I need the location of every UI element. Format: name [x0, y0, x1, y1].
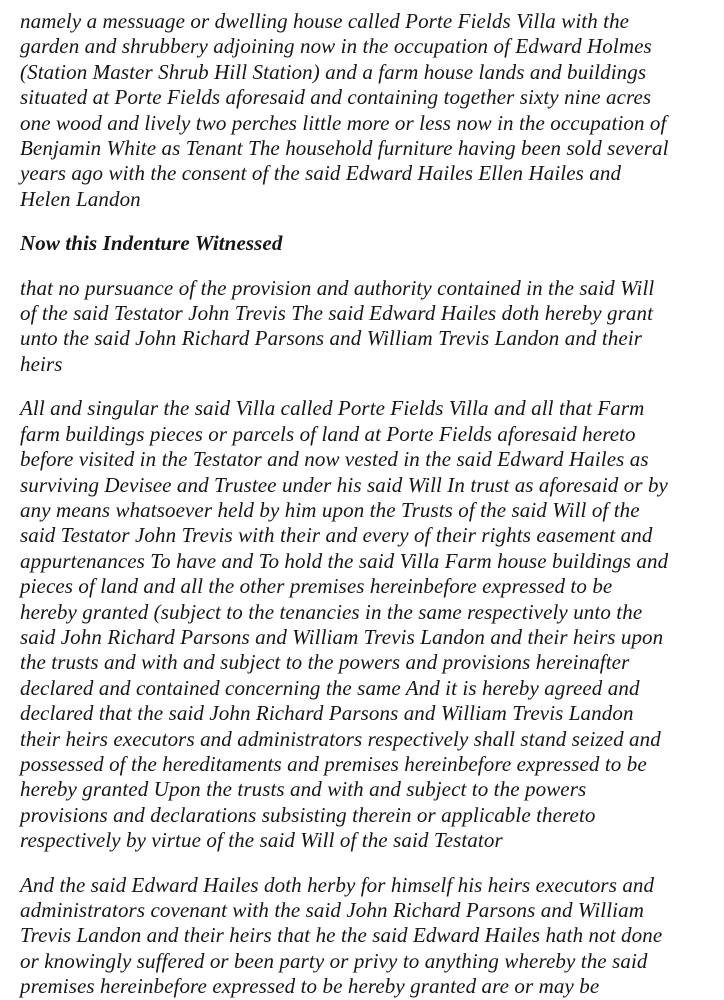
text-line: or knowingly suffered or been party or privy to anything whereby the said — [20, 948, 648, 973]
text-line: surviving Devisee and Trustee under his said Will In trust as aforesaid or by — [20, 472, 668, 497]
text-line: Now this Indenture Witnessed — [20, 231, 283, 256]
text-line: declared and contained concerning the same And it is hereby agreed and — [20, 675, 640, 700]
text-line: possessed of the hereditaments and premises hereinbefore expressed to be — [20, 751, 647, 776]
paragraph-grant — [20, 276, 706, 378]
text-line: that no pursuance of the provision and authority contained in the said Will — [20, 275, 655, 300]
text-line: declared that the said John Richard Parsons and William Trevis Landon — [20, 701, 634, 726]
text-line: their heirs executors and administrators respectively shall stand seized and — [20, 726, 661, 751]
document-body — [20, 9, 706, 1000]
text-line: hereby granted (subject to the tenancies in the same respectively unto the — [20, 599, 643, 624]
text-line: one wood and lively two perches little more or less now in the occupation of — [20, 110, 667, 135]
text-line: before visited in the Testator and now vested in the said Edward Hailes as — [20, 447, 649, 472]
text-line: administrators covenant with the said John Richard Parsons and William — [20, 898, 644, 922]
text-line: any means whatsoever held by him upon the Trusts of the said Will of the — [20, 497, 640, 522]
paragraph-covenant — [20, 873, 706, 1000]
text-line: All and singular the said Villa called Porte Fields Villa and all that Farm — [20, 396, 645, 421]
paragraph-recital — [20, 9, 706, 212]
text-line: farm buildings pieces or parcels of land at Porte Fields aforesaid hereto — [20, 421, 636, 446]
text-line: hereby granted Upon the trusts and with and subject to the powers — [20, 777, 587, 802]
text-line: appurtenances To have and To hold the said Villa Farm house buildings and — [20, 548, 669, 573]
text-line: heirs — [20, 351, 63, 376]
text-line: pieces of land and all the other premises hereinbefore expressed to be — [20, 574, 613, 599]
text-line: of the said Testator John Trevis The said Edward Hailes doth hereby grant — [20, 301, 654, 326]
text-line: Helen Landon — [20, 186, 141, 211]
text-line: garden and shrubbery adjoining now in the occupation of Edward Holmes — [20, 34, 652, 59]
text-line: said Testator John Trevis with their and every of their rights easement and — [20, 523, 653, 548]
text-line: said John Richard Parsons and William Trevis Landon and their heirs upon — [20, 624, 664, 649]
text-line: Trevis Landon and their heirs that he the said Edward Hailes hath not done — [20, 923, 663, 948]
section-heading-indenture-witnessed — [20, 231, 706, 256]
text-line: (Station Master Shrub Hill Station) and a farm house lands and buildings — [20, 59, 647, 84]
text-line: situated at Porte Fields aforesaid and containing together sixty nine acres — [20, 85, 652, 110]
paragraph-all-and-singular — [20, 396, 706, 853]
text-line: unto the said John Richard Parsons and William Trevis Landon and their — [20, 326, 643, 351]
text-line: the trusts and with and subject to the powers and provisions hereinafter — [20, 650, 630, 675]
text-line: premises hereinbefore expressed to be hereby granted are or may be — [20, 974, 600, 999]
text-line: years ago with the consent of the said Edward Hailes Ellen Hailes and — [20, 161, 622, 186]
text-line: And the said Edward Hailes doth herby for himself his heirs executors and — [20, 872, 655, 897]
text-line: respectively by virtue of the said Will of the said Testator — [20, 828, 503, 853]
text-line: namely a messuage or dwelling house called Porte Fields Villa with the — [20, 9, 630, 33]
text-line: Benjamin White as Tenant The household furniture having been sold several — [20, 136, 669, 161]
text-line: provisions and declarations subsisting therein or applicable thereto — [20, 802, 596, 827]
